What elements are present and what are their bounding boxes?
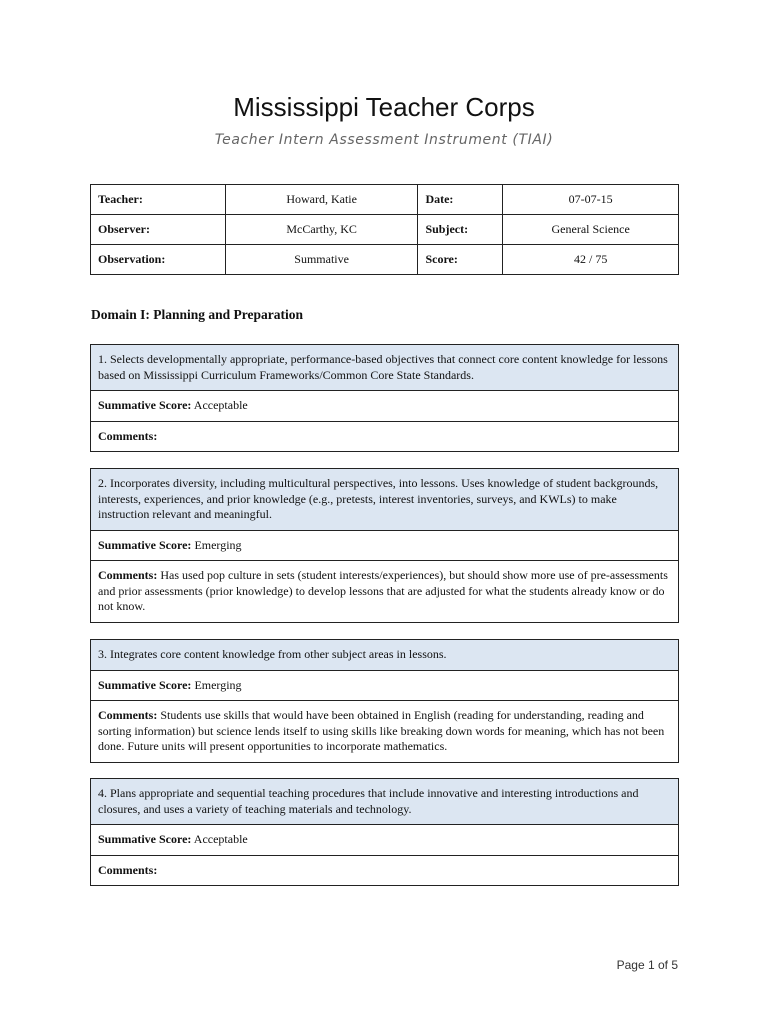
teacher-value: Howard, Katie xyxy=(225,185,418,215)
comments-label: Comments: xyxy=(98,862,158,877)
score-value: 42 / 75 xyxy=(503,245,679,275)
summative-score-label: Summative Score: xyxy=(98,677,192,692)
teacher-label: Teacher: xyxy=(91,185,226,215)
info-row-teacher xyxy=(91,185,679,215)
criterion-text: 4. Plans appropriate and sequential teaching procedures that include innovative and interesting introductions and closures, and uses a variety of teaching materials and technology. xyxy=(91,779,678,824)
criterion-box-4 xyxy=(90,778,679,886)
comments-label: Comments: xyxy=(98,568,158,582)
summative-score-label: Summative Score: xyxy=(98,832,192,846)
summative-score-row xyxy=(91,530,678,561)
document-title: Mississippi Teacher Corps xyxy=(233,92,535,122)
comments-row xyxy=(91,855,678,886)
observation-label: Observation: xyxy=(91,245,226,275)
document-subtitle: Teacher Intern Assessment Instrument (TIAI) xyxy=(214,132,554,148)
score-label: Score: xyxy=(418,245,503,275)
date-label: Date: xyxy=(418,185,503,215)
observation-info-table xyxy=(90,184,679,275)
observer-label: Observer: xyxy=(91,215,226,245)
summative-score-row xyxy=(91,824,678,855)
summative-score-value: Emerging xyxy=(194,677,242,692)
criterion-box-1 xyxy=(90,344,679,452)
observation-value: Summative xyxy=(225,245,418,275)
subject-value: General Science xyxy=(503,215,679,245)
summative-score-label: Summative Score: xyxy=(98,398,192,412)
summative-score-row xyxy=(91,390,678,421)
comments-row xyxy=(91,560,678,622)
domain-heading: Domain I: Planning and Preparation xyxy=(91,307,304,322)
criterion-text: 1. Selects developmentally appropriate, performance-based objectives that connect core content knowledge for lessons based on Mississippi Curriculum Frameworks/Common Core State Standards. xyxy=(91,345,678,390)
page-number: Page 1 of 5 xyxy=(616,958,678,972)
summative-score-row xyxy=(91,670,678,701)
summative-score-label: Summative Score: xyxy=(98,537,192,552)
observer-value: McCarthy, KC xyxy=(225,215,418,245)
summative-score-value: Emerging xyxy=(194,537,242,552)
criterion-box-3 xyxy=(90,639,679,763)
comments-label: Comments: xyxy=(98,708,158,722)
comments-label: Comments: xyxy=(98,428,158,443)
comments-row xyxy=(91,700,678,762)
criterion-text: 2. Incorporates diversity, including multicultural perspectives, into lessons. Uses knowledge of student backgrounds, interests, experiences, and prior knowledge (e.g., pretests, interest inventories, surveys, and KWLs) to make instruction relevant and meaningful. xyxy=(91,469,678,530)
date-value: 07-07-15 xyxy=(503,185,679,215)
comments-text: Students use skills that would have been obtained in English (reading for understanding, reading and sorting information) but science lends itself to using skills like breaking down words for meaning, which has not been done. Future units will present opportunities to incorporate mathematics. xyxy=(98,708,665,753)
comments-row xyxy=(91,421,678,452)
comments-text: Has used pop culture in sets (student interests/experiences), but should show more use of pre-assessments and prior assessments (prior knowledge) to develop lessons that are adjusted for what the students already know or do not know. xyxy=(98,568,668,613)
summative-score-value: Acceptable xyxy=(193,398,248,412)
summative-score-value: Acceptable xyxy=(193,832,248,846)
info-row-observation xyxy=(91,245,679,275)
criterion-box-2 xyxy=(90,468,679,623)
info-row-observer xyxy=(91,215,679,245)
criterion-text: 3. Integrates core content knowledge from other subject areas in lessons. xyxy=(91,640,678,670)
subject-label: Subject: xyxy=(418,215,503,245)
